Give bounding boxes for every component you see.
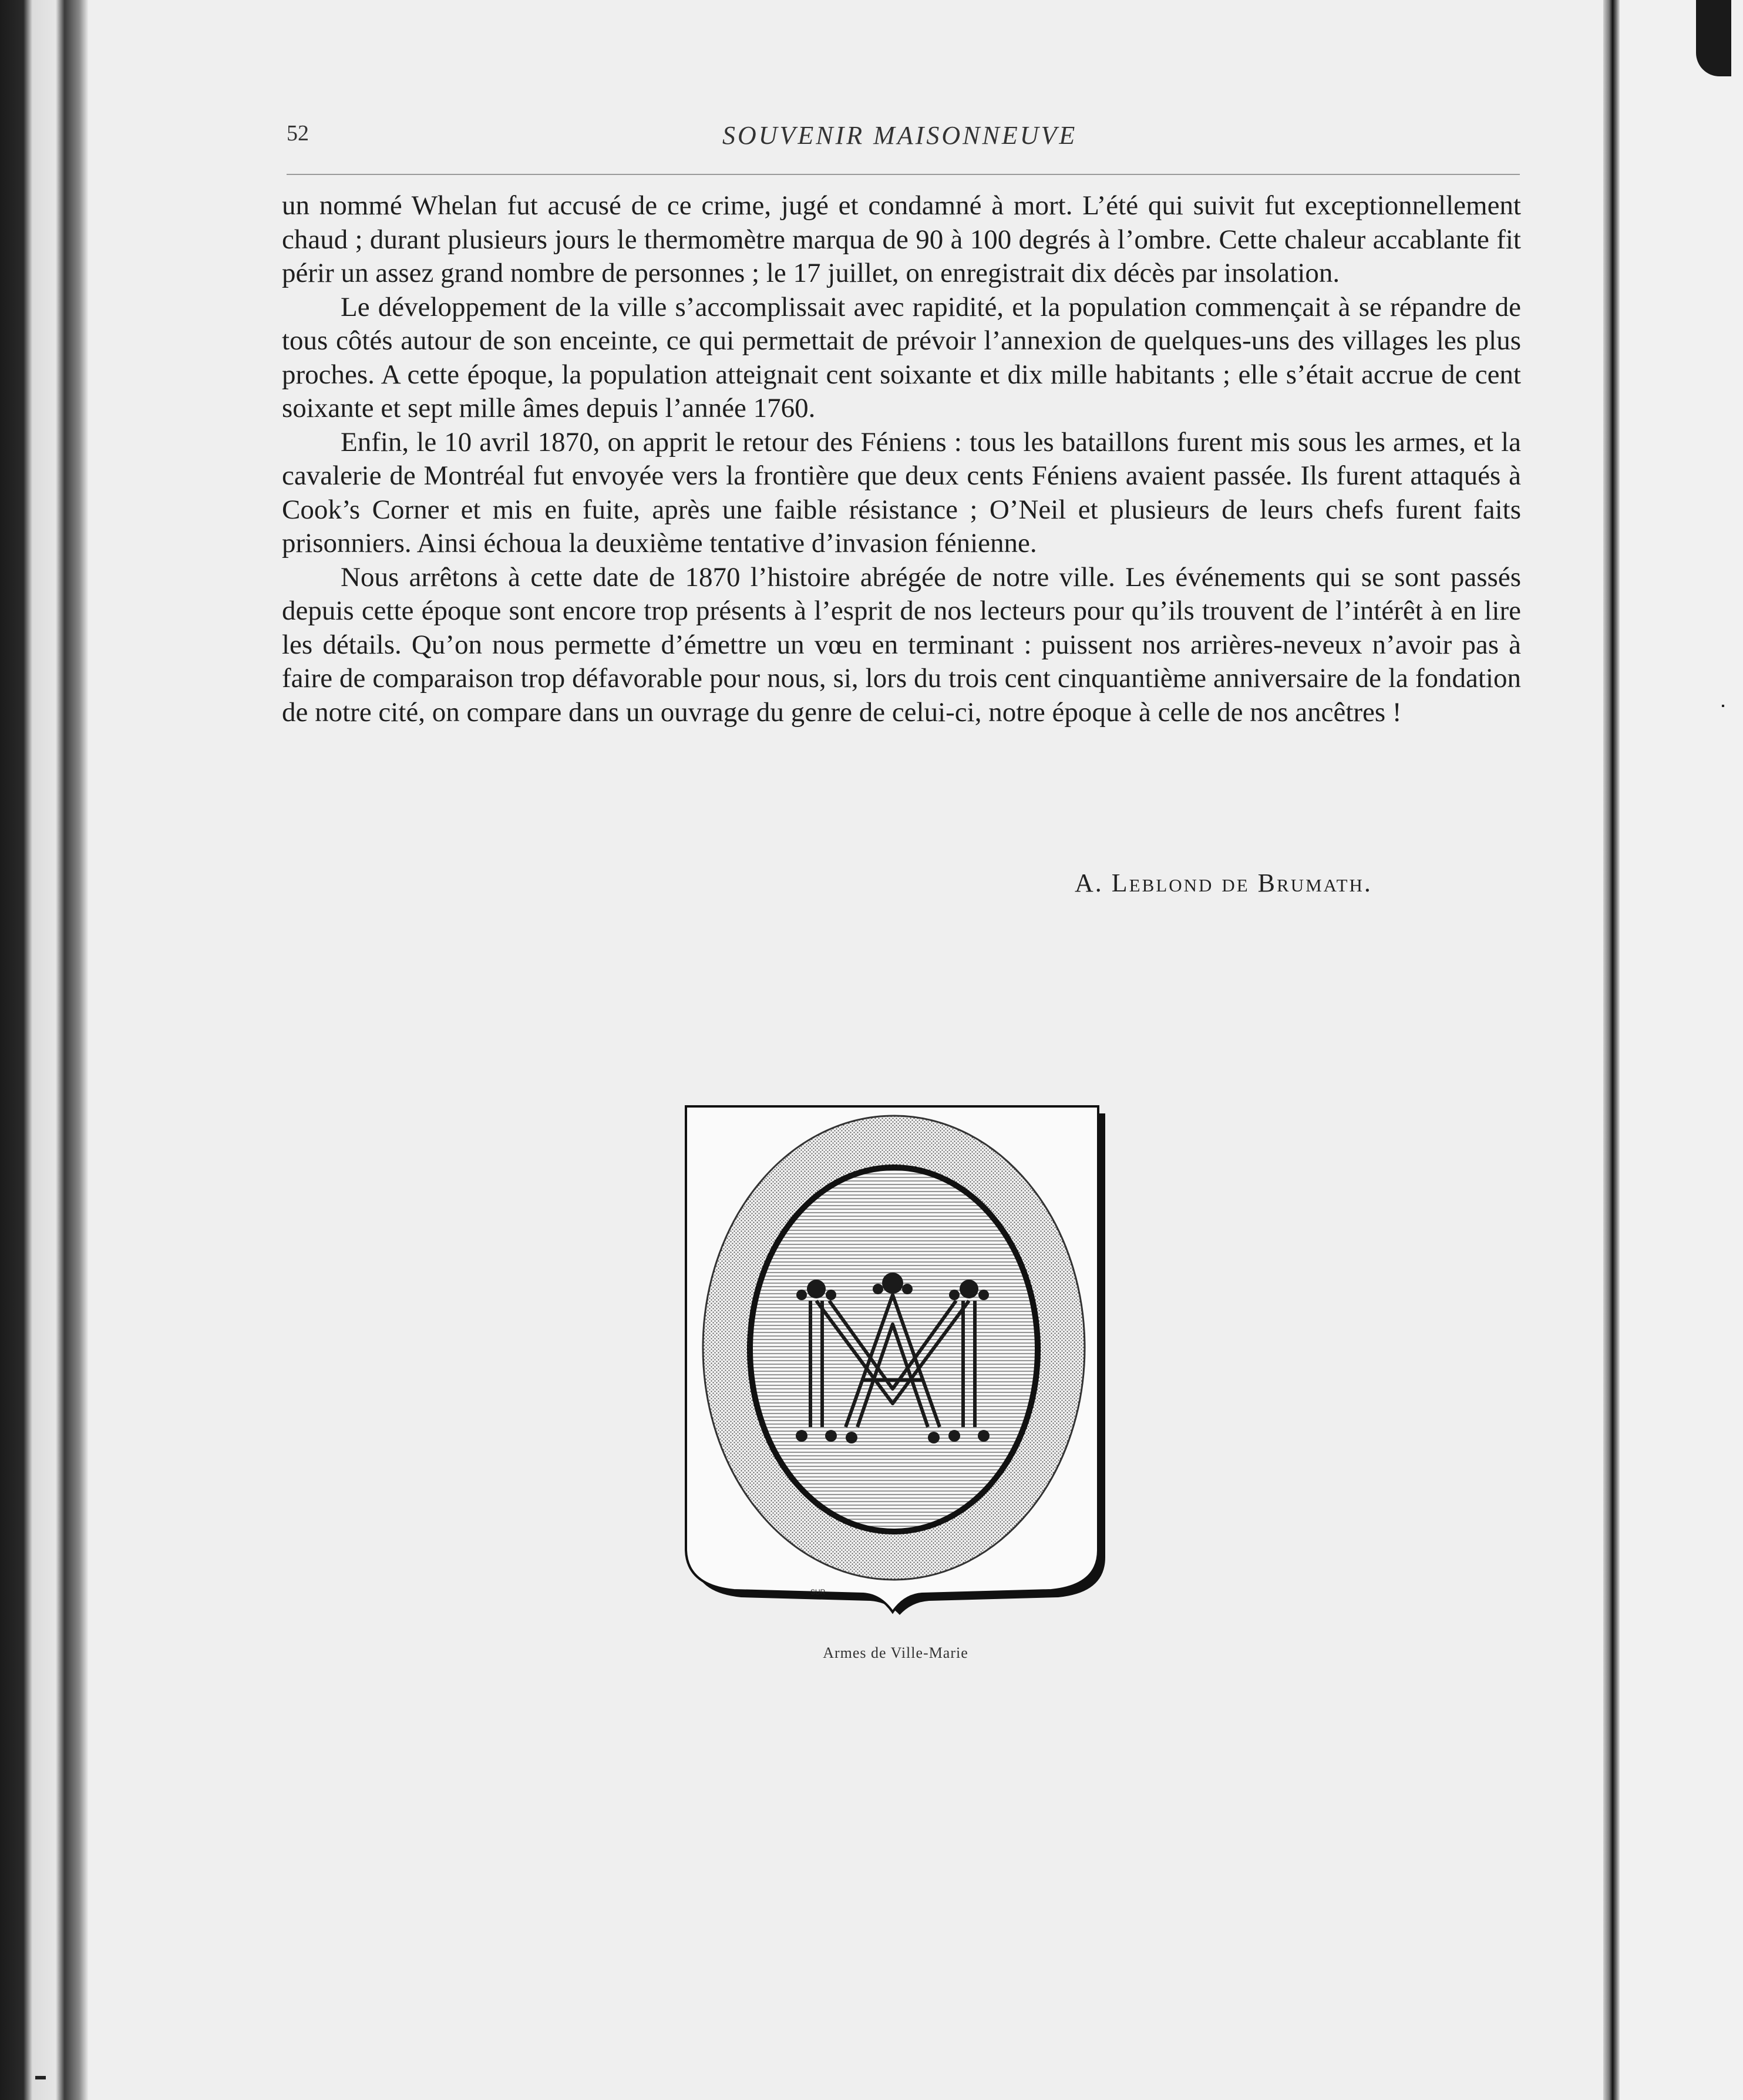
scan-speck	[35, 2076, 46, 2079]
article-body	[282, 189, 1521, 729]
coat-of-arms-icon	[675, 1098, 1110, 1615]
engraver-mark: SUR	[810, 1588, 826, 1596]
paragraph: Le développement de la ville s’accomplissait avec rapidité, et la population commençait à se répandre de tous côtés autour de son enceinte, ce qui permettait de prévoir l’annexion de quelques-uns des villages les plus proches. A cette époque, la population atteignait cent soixante et dix mille habitants ; elle s’était accrue de cent soixante et sept mille âmes depuis l’année 1760.	[282, 291, 1521, 423]
scan-corner-mark	[1696, 0, 1731, 76]
running-title: SOUVENIR MAISONNEUVE	[722, 121, 1078, 150]
next-page-edge	[1620, 0, 1743, 2100]
paragraph: Nous arrêtons à cette date de 1870 l’histoire abrégée de notre ville. Les événements qui se sont passés depuis cette époque sont encore trop présents à l’esprit de nos lecteurs pour qu’ils trouvent de l’intérêt à en lire les détails. Qu’on nous permette d’émettre un vœu en terminant : puissent nos arrières-neveux n’avoir pas à faire de comparaison trop défavorable pour nous, si, lors du trois cent cinquantième anniversaire de la fondation de notre cité, on compare dans un ouvrage du genre de celui-ci, notre époque à celle de nos ancêtres !	[282, 561, 1521, 728]
page-number: 52	[287, 121, 309, 146]
author-signature: A. Leblond de Brumath.	[1075, 869, 1372, 897]
paragraph: un nommé Whelan fut accusé de ce crime, jugé et condamné à mort. L’été qui suivit fut exceptionnellement chaud ; durant plusieurs jours le thermomètre marqua de 90 à 100 degrés à l’ombre. Cette chaleur accablante fit périr un assez grand nombre de personnes ; le 17 juillet, on enregistrait dix décès par insolation.	[282, 190, 1521, 288]
header-rule	[287, 174, 1520, 175]
scan-left-edge	[0, 0, 88, 2100]
page-header	[287, 120, 1520, 156]
figure-caption: Armes de Ville-Marie	[823, 1644, 968, 1661]
paragraph: Enfin, le 10 avril 1870, on apprit le retour des Féniens : tous les bataillons furent mis sous les armes, et la cavalerie de Montréal fut envoyée vers la frontière que deux cents Féniens avaient passée. Ils furent attaqués à Cook’s Corner et mis en fuite, après une faible résistance ; O’Neil et plusieurs de leurs chefs furent faits prisonniers. Ainsi échoua la deuxième tentative d’invasion fénienne.	[282, 426, 1521, 558]
page-gutter	[1603, 0, 1620, 2100]
scan-speck	[1722, 705, 1724, 707]
